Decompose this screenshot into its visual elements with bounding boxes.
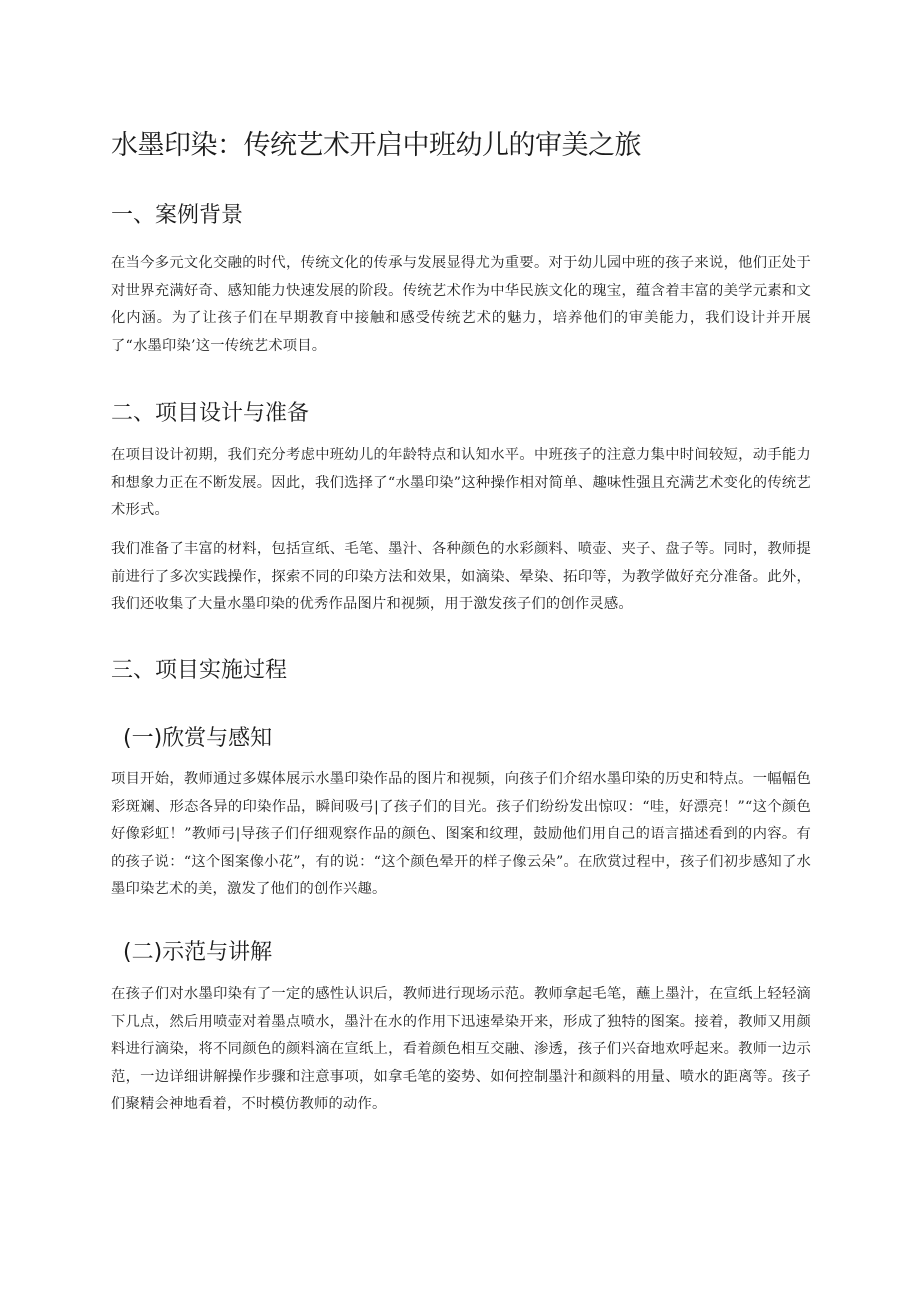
section-heading-implementation: 三、项目实施过程 <box>111 658 288 683</box>
paragraph-background: 在当今多元文化交融的时代，传统文化的传承与发展显得尤为重要。对于幼儿园中班的孩子来说，他们正处于对世界充满好奇、感知能力快速发展的阶段。传统艺术作为中华民族文化的瑰宝，蕴含着丰富的美学元素和文化内涵。为了让孩子们在早期教育中接触和感受传统艺术的魅力，培养他们的审美能力，我们设计并开展了“水墨印染’这一传统艺术项目。 <box>111 255 811 354</box>
subsection-heading-demonstration: (二)示范与讲解 <box>123 940 273 965</box>
section-heading-background: 一、案例背景 <box>111 203 244 228</box>
paragraph-appreciation: 项目开始，教师通过多媒体展示水墨印染作品的图片和视频，向孩子们介绍水墨印染的历史和特点。一幅幅色彩斑斓、形态各异的印染作品，瞬间吸弓|了孩子们的目光。孩子们纷纷发出惊叹：“哇，好漂亮！”“这个颜色好像彩虹！”教师弓|导孩子们仔细观察作品的颜色、图案和纹理，鼓励他们用自己的语言描述看到的内容。有的孩子说：“这个图案像小花”，有的说：“这个颜色晕开的样子像云朵”。在欣赏过程中，孩子们初步感知了水墨印染艺术的美，激发了他们的创作兴趣。 <box>111 771 811 897</box>
document-title: 水墨印染：传统艺术开启中班幼儿的审美之旅 <box>111 130 641 161</box>
paragraph-design-2: 我们准备了丰富的材料，包括宣纸、毛笔、墨汁、各种颜色的水彩颜料、喷壶、夹子、盘子等。同时，教师提前进行了多次实践操作，探索不同的印染方法和效果，如滴染、晕染、拓印等，为教学做好充分准备。此外，我们还收集了大量水墨印染的优秀作品图片和视频，用于激发孩子们的创作灵感。 <box>111 541 811 612</box>
paragraph-demonstration: 在孩子们对水墨印染有了一定的感性认识后，教师进行现场示范。教师拿起毛笔，蘸上墨汁，在宣纸上轻轻滴下几点，然后用喷壶对着墨点喷水，墨汁在水的作用下迅速晕染开来，形成了独特的图案。接着，教师又用颜料进行滴染，将不同颜色的颜料滴在宣纸上，看着颜色相互交融、渗透，孩子们兴奋地欢呼起来。教师一边示范，一边详细讲解操作步骤和注意事项，如拿毛笔的姿势、如何控制墨汁和颜料的用量、喷水的距离等。孩子们聚精会神地看着，不时模仿教师的动作。 <box>111 986 811 1112</box>
section-heading-design: 二、项目设计与准备 <box>111 401 310 426</box>
subsection-heading-appreciation: (一)欣赏与感知 <box>123 726 273 751</box>
paragraph-design-1: 在项目设计初期，我们充分考虑中班幼儿的年龄特点和认知水平。中班孩子的注意力集中时间较短，动手能力和想象力正在不断发展。因此，我们选择了“水墨印染”这种操作相对简单、趣味性强且充满艺术变化的传统艺术形式。 <box>111 447 811 518</box>
